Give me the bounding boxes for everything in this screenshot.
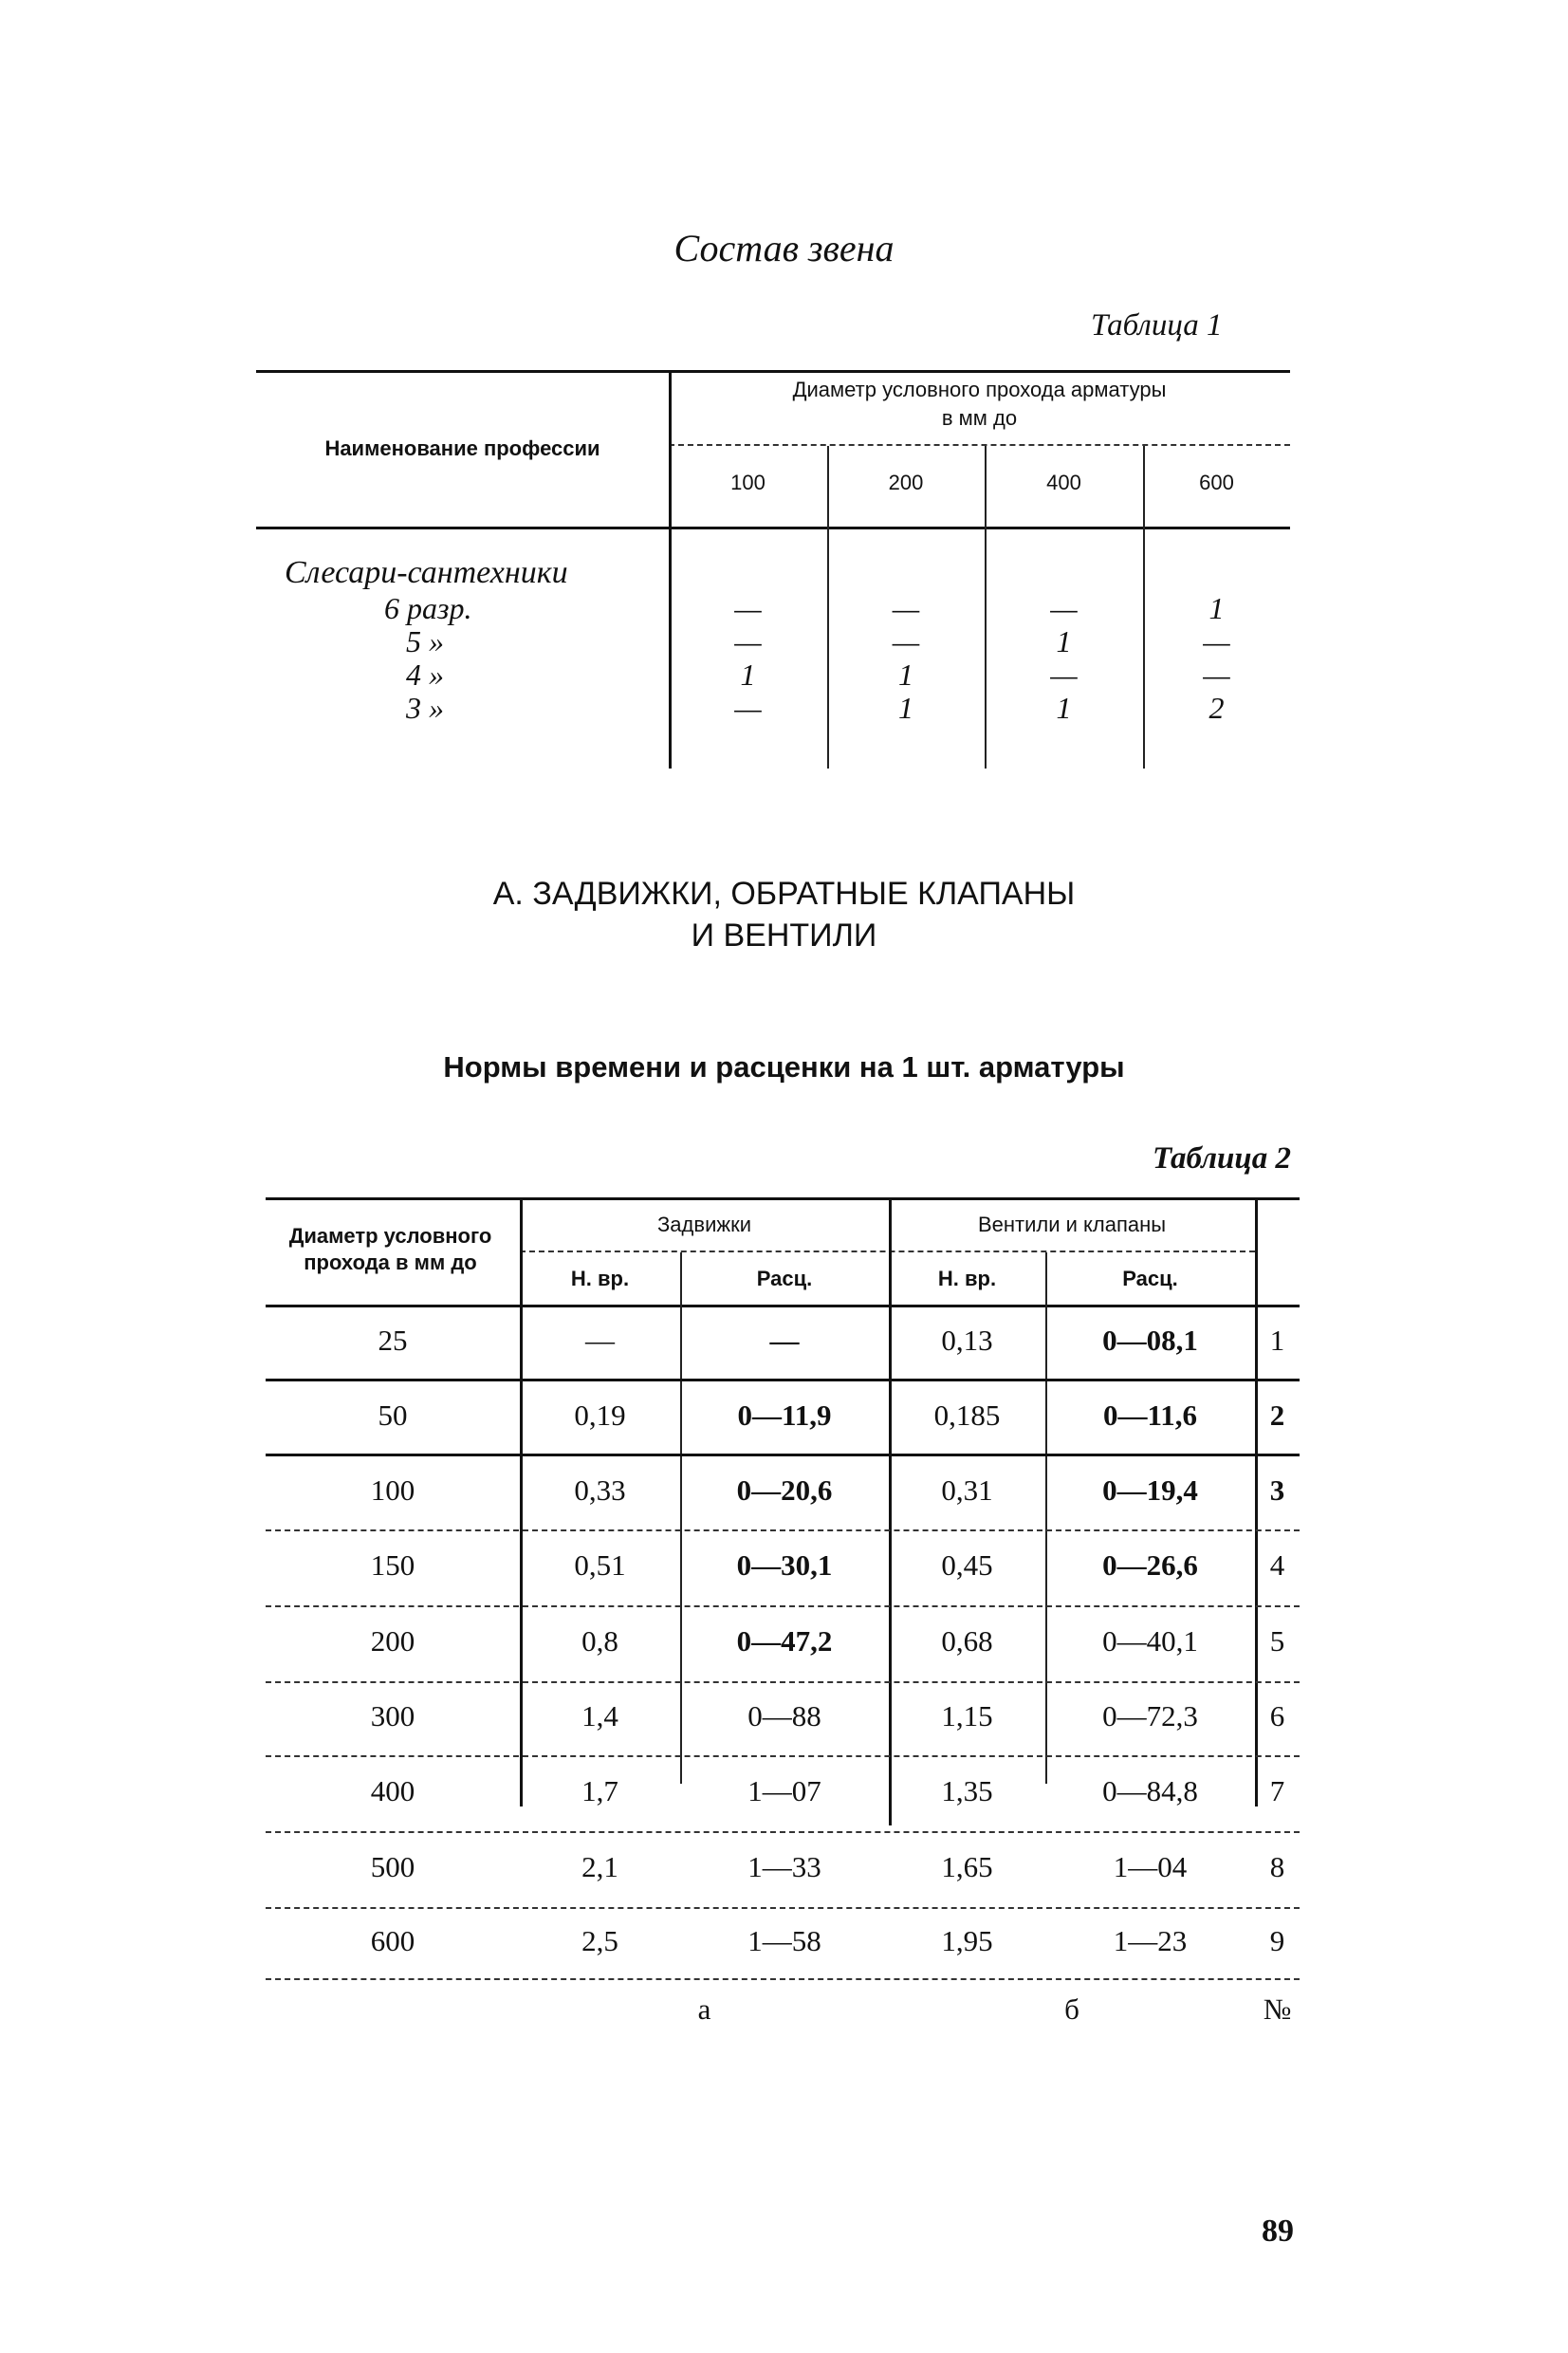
t2-diam: 100 [370,1473,415,1507]
t1-cell: — [892,624,920,658]
page-number: 89 [1262,2214,1294,2249]
t2-z-nvr: 2,5 [581,1924,618,1957]
t2-row-rule [266,1454,1300,1456]
t2-v-rasc: 0—84,8 [1102,1774,1198,1807]
t2-z-nvr: 0,33 [574,1473,626,1507]
t1-cell: — [734,591,762,625]
t2-row-num: 8 [1269,1850,1285,1883]
t2-row-num: 2 [1269,1399,1285,1432]
t2-z-rasc: 0—11,9 [737,1399,832,1432]
t2-footer-col-b: б [1064,1992,1079,2026]
t2-row-num: 1 [1269,1324,1285,1357]
t2-row-rule [266,1379,1300,1381]
t2-v-rasc: 0—26,6 [1102,1548,1198,1582]
t1-col-diam: 400 [1046,471,1081,494]
t2-z-nvr: 1,4 [581,1699,618,1732]
t2-z-nvr: 0,8 [581,1624,618,1658]
t2-z-nvr: 1,7 [581,1774,618,1807]
t2-v-rasc: 1—23 [1113,1924,1188,1957]
t2-z-rasc: 0—47,2 [736,1624,833,1658]
t1-top-rule [256,370,1290,373]
table1-label: Таблица 1 [1091,308,1223,343]
t1-cell: 1 [1056,624,1072,658]
t2-row-rule [266,1681,1300,1683]
t2-v-nvr: 1,35 [941,1774,993,1807]
t2-col-diam-unit: прохода в мм до [304,1251,477,1274]
t1-cell: 1 [1208,591,1225,625]
t2-v-rasc: 0—08,1 [1102,1324,1198,1357]
t2-top-rule [266,1197,1300,1200]
t2-z-nvr: 0,19 [574,1399,626,1432]
t2-row-num: 9 [1269,1924,1285,1957]
t1-cell: 1 [740,658,756,692]
t2-z-rasc: 0—30,1 [736,1548,833,1582]
t2-diam: 600 [370,1924,415,1957]
t1-grade: 5 » [406,624,444,658]
t2-v-nvr: 1,15 [941,1699,993,1732]
t2-z-rasc: 0—88 [747,1699,821,1732]
table2-label: Таблица 2 [1153,1141,1292,1176]
t2-v-rasc: 0—40,1 [1102,1624,1198,1658]
t2-v-rasc: 0—11,6 [1102,1399,1198,1432]
t2-footer-col-a: а [697,1992,711,2026]
t2-v-nvr: 1,95 [941,1924,993,1957]
t2-v-nvr: 1,65 [941,1850,993,1883]
t2-z-rasc: — [769,1324,800,1357]
t2-sub-rule [520,1251,1255,1252]
t1-cell: 1 [898,658,913,692]
t2-diam: 25 [378,1324,408,1357]
t2-row-num: 5 [1269,1624,1285,1658]
t2-row-rule [266,1831,1300,1833]
t1-grade: 4 » [406,658,444,692]
t2-v-nvr: 0,68 [941,1624,993,1658]
t2-row-num: 6 [1269,1699,1285,1732]
t2-diam: 400 [370,1774,415,1807]
norms-title: Нормы времени и расценки на 1 шт. арматуры [443,1050,1125,1084]
t2-footer-num: № [1263,1992,1292,2026]
t2-z-rasc: 1—58 [747,1924,821,1957]
t2-diam: 50 [378,1399,408,1432]
t2-z-nvr: 0,51 [574,1548,626,1582]
t1-cell: — [1050,658,1078,692]
t1-grade: 6 разр. [384,591,472,625]
t2-row-rule [266,1605,1300,1607]
t2-sub-rasc: Расц. [1122,1267,1178,1290]
section-title: Состав звена [673,227,895,269]
t2-z-rasc: 0—20,6 [736,1473,833,1507]
t2-head-rule [266,1305,1300,1307]
t1-col-group-unit: в мм до [941,406,1018,430]
t2-row-num: 3 [1269,1473,1285,1507]
t2-z-nvr: 2,1 [581,1850,618,1883]
t2-diam: 200 [370,1624,415,1658]
t2-z-rasc: 1—33 [747,1850,821,1883]
t2-row-num: 7 [1269,1774,1285,1807]
t1-sub-rule [669,444,1290,446]
section-a-line: И ВЕНТИЛИ [691,917,877,954]
t1-grade: 3 » [406,691,444,725]
t2-diam: 300 [370,1699,415,1732]
t1-cell: — [1203,658,1230,692]
t2-v-nvr: 0,45 [941,1548,993,1582]
t1-cell: 1 [898,691,913,725]
t1-cell: — [1203,624,1230,658]
t2-v-nvr: 0,13 [941,1324,993,1357]
t2-col-diam: Диаметр условного [288,1224,492,1248]
t2-sub-nvr: Н. вр. [937,1267,997,1290]
t1-head-rule [256,527,1290,529]
t1-col-profession: Наименование профессии [324,436,600,460]
t2-v-nvr: 0,31 [941,1473,993,1507]
t1-cell: 2 [1208,691,1225,725]
t1-profession: Слесари-сантехники [285,555,568,590]
t2-group-vents: Вентили и клапаны [977,1213,1167,1236]
section-a-title [0,873,1568,956]
section-a-line: А. ЗАДВИЖКИ, ОБРАТНЫЕ КЛАПАНЫ [492,876,1076,912]
t2-row-rule [266,1529,1300,1531]
t2-sub-nvr: Н. вр. [570,1267,630,1290]
t2-v-nvr: 0,185 [933,1399,1001,1432]
t2-bottom-rule [266,1978,1300,1980]
t1-cell: — [892,591,920,625]
t1-col-diam: 100 [730,471,766,494]
t2-row-num: 4 [1269,1548,1285,1582]
t2-v-rasc: 0—19,4 [1102,1473,1198,1507]
t2-v-rasc: 0—72,3 [1102,1699,1198,1732]
t2-z-rasc: 1—07 [747,1774,821,1807]
t1-cell: 1 [1056,691,1072,725]
t2-z-nvr: — [585,1324,615,1357]
t1-col-diam: 200 [888,471,924,494]
t2-group-valves: Задвижки [657,1213,751,1236]
t2-row-rule [266,1907,1300,1909]
t2-v-rasc: 1—04 [1113,1850,1188,1883]
t2-sub-rasc: Расц. [756,1267,813,1290]
t1-cell: — [734,624,762,658]
t1-cell: — [734,691,762,725]
t2-row-rule [266,1755,1300,1757]
t2-diam: 150 [370,1548,415,1582]
t1-cell: — [1050,591,1078,625]
t2-diam: 500 [370,1850,415,1883]
t1-col-group: Диаметр условного прохода арматуры [792,378,1167,401]
t1-col-diam: 600 [1199,471,1234,494]
